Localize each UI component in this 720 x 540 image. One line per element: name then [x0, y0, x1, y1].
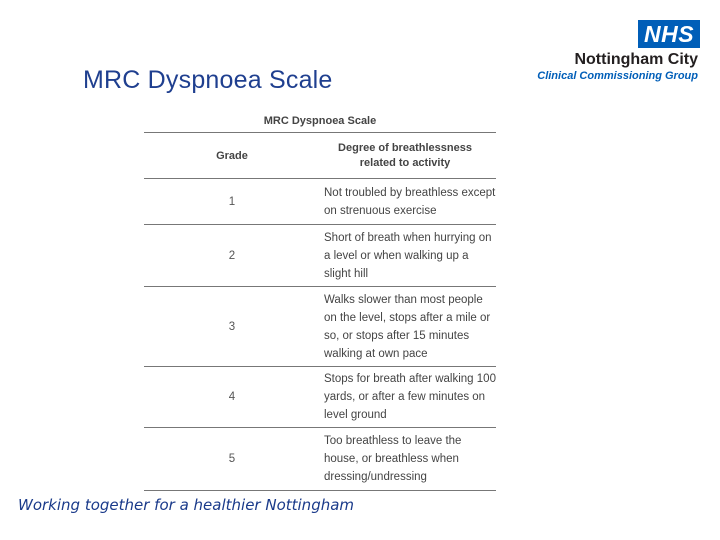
- nhs-badge: NHS: [638, 20, 700, 48]
- grade-cell: 2: [228, 249, 236, 262]
- table-row: [144, 179, 496, 225]
- description-cell: Not troubled by breathless except on strenuous exercise: [324, 186, 496, 217]
- table-row: [144, 287, 496, 367]
- nhs-logo: [537, 20, 700, 82]
- header-description: Degree of breathlessness related to activity: [338, 141, 472, 169]
- table-row: [144, 367, 496, 428]
- grade-cell: 3: [228, 320, 236, 333]
- grade-cell: 1: [228, 195, 236, 208]
- table-row: [144, 428, 496, 491]
- org-name: Nottingham City: [574, 51, 698, 68]
- table-row: [144, 225, 496, 287]
- footer-tagline: Working together for a healthier Nottingham: [18, 496, 355, 514]
- grade-cell: 4: [228, 391, 236, 403]
- description-cell: Short of breath when hurrying on a level or when walking up a slight hill: [324, 231, 492, 280]
- dyspnoea-table: [144, 108, 496, 491]
- grade-cell: 5: [228, 453, 236, 465]
- table-header-row: [144, 133, 496, 179]
- description-cell: Too breathless to leave the house, or breathless when dressing/undressing: [324, 435, 462, 483]
- description-cell: Stops for breath after walking 100 yards, or after a few minutes on level ground: [324, 373, 496, 421]
- description-cell: Walks slower than most people on the level, stops after a mile or so, or stops after 15 minutes walking at own pace: [324, 293, 491, 360]
- table-title: MRC Dyspnoea Scale: [144, 108, 496, 133]
- org-subtitle: Clinical Commissioning Group: [537, 70, 698, 82]
- slide-title: MRC Dyspnoea Scale: [83, 66, 333, 94]
- header-grade: Grade: [216, 149, 248, 162]
